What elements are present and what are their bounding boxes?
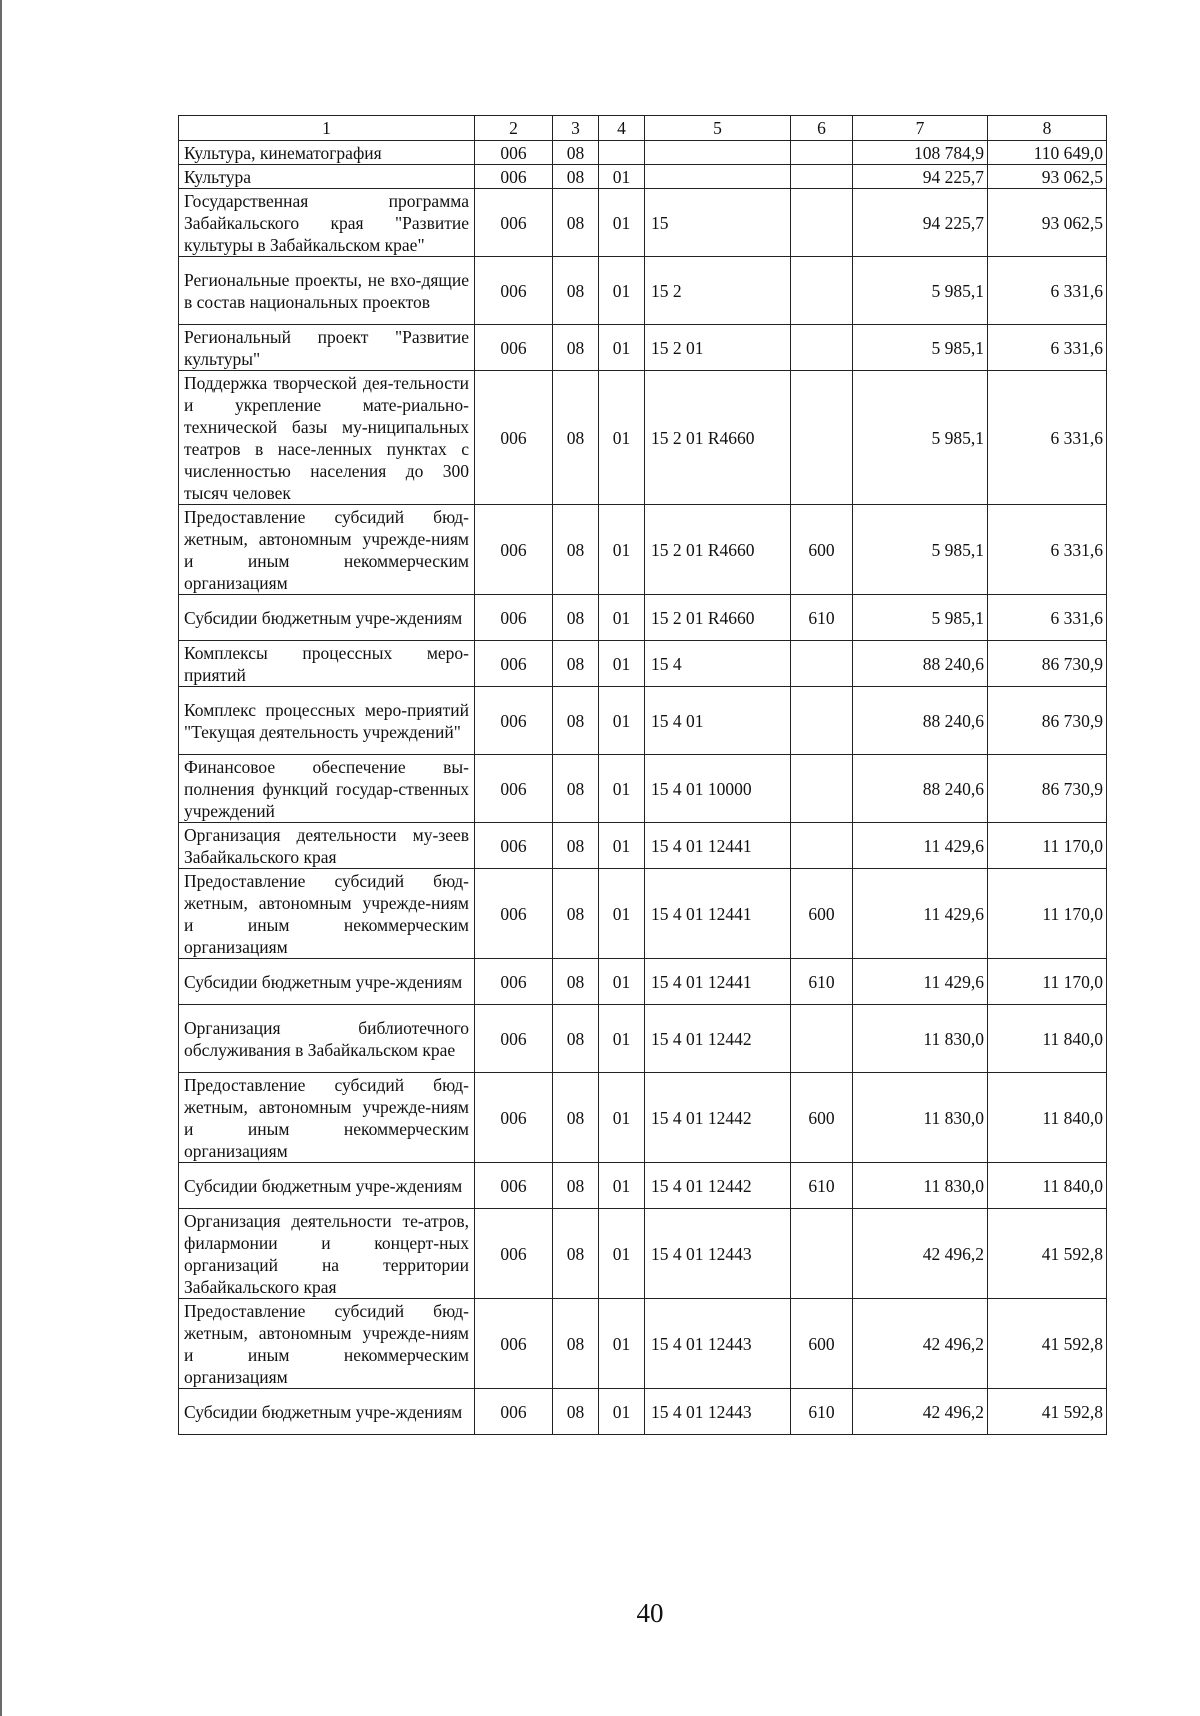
amount-year1-cell: 88 240,6 bbox=[853, 641, 988, 687]
section-cell: 08 bbox=[553, 687, 599, 755]
header-row bbox=[179, 116, 1107, 141]
amount-year2-cell: 11 840,0 bbox=[988, 1163, 1107, 1209]
amount-year1-cell: 5 985,1 bbox=[853, 595, 988, 641]
amount-year2-cell: 86 730,9 bbox=[988, 755, 1107, 823]
table-row bbox=[179, 1389, 1107, 1435]
item-name-cell: Региональный проект "Развитие культуры" bbox=[179, 325, 475, 371]
amount-year1-cell: 11 429,6 bbox=[853, 959, 988, 1005]
amount-year1-cell: 42 496,2 bbox=[853, 1209, 988, 1299]
budget-table bbox=[178, 115, 1107, 1435]
amount-year1-cell: 11 429,6 bbox=[853, 869, 988, 959]
expense-type-cell bbox=[791, 257, 853, 325]
page-number: 40 bbox=[636, 1598, 664, 1628]
expense-type-cell bbox=[791, 755, 853, 823]
target-article-cell bbox=[645, 141, 791, 165]
target-article-cell: 15 2 01 R4660 bbox=[645, 505, 791, 595]
ministry-code-cell: 006 bbox=[475, 505, 553, 595]
section-cell: 08 bbox=[553, 641, 599, 687]
target-article-cell: 15 4 01 12442 bbox=[645, 1005, 791, 1073]
subsection-cell: 01 bbox=[599, 505, 645, 595]
page-edge-line bbox=[0, 0, 2, 1716]
table-row bbox=[179, 755, 1107, 823]
section-cell: 08 bbox=[553, 141, 599, 165]
ministry-code-cell: 006 bbox=[475, 1299, 553, 1389]
table-row bbox=[179, 595, 1107, 641]
amount-year2-cell: 86 730,9 bbox=[988, 641, 1107, 687]
expense-type-cell: 610 bbox=[791, 595, 853, 641]
header-cell: 7 bbox=[853, 116, 988, 141]
item-name-cell: Организация библиотечного обслуживания в Забайкальском крае bbox=[179, 1005, 475, 1073]
item-name-cell: Региональные проекты, не вхо-дящие в состав национальных проектов bbox=[179, 257, 475, 325]
subsection-cell: 01 bbox=[599, 687, 645, 755]
expense-type-cell bbox=[791, 371, 853, 505]
subsection-cell: 01 bbox=[599, 1163, 645, 1209]
target-article-cell: 15 4 01 12443 bbox=[645, 1299, 791, 1389]
table-row bbox=[179, 687, 1107, 755]
ministry-code-cell: 006 bbox=[475, 959, 553, 1005]
ministry-code-cell: 006 bbox=[475, 869, 553, 959]
item-name-cell: Государственная программа Забайкальского края "Развитие культуры в Забайкальском крае" bbox=[179, 189, 475, 257]
expense-type-cell bbox=[791, 189, 853, 257]
amount-year2-cell: 93 062,5 bbox=[988, 165, 1107, 189]
header-cell: 1 bbox=[179, 116, 475, 141]
ministry-code-cell: 006 bbox=[475, 165, 553, 189]
target-article-cell: 15 4 01 10000 bbox=[645, 755, 791, 823]
item-name-cell: Организация деятельности те-атров, филармонии и концерт-ных организаций на территории Забайкальского края bbox=[179, 1209, 475, 1299]
ministry-code-cell: 006 bbox=[475, 1073, 553, 1163]
ministry-code-cell: 006 bbox=[475, 1209, 553, 1299]
expense-type-cell bbox=[791, 823, 853, 869]
amount-year1-cell: 108 784,9 bbox=[853, 141, 988, 165]
section-cell: 08 bbox=[553, 257, 599, 325]
subsection-cell: 01 bbox=[599, 641, 645, 687]
table-row bbox=[179, 371, 1107, 505]
ministry-code-cell: 006 bbox=[475, 1163, 553, 1209]
subsection-cell: 01 bbox=[599, 869, 645, 959]
target-article-cell: 15 4 bbox=[645, 641, 791, 687]
target-article-cell: 15 4 01 12442 bbox=[645, 1163, 791, 1209]
target-article-cell: 15 4 01 12441 bbox=[645, 823, 791, 869]
ministry-code-cell: 006 bbox=[475, 641, 553, 687]
header-cell: 6 bbox=[791, 116, 853, 141]
table-row bbox=[179, 1163, 1107, 1209]
section-cell: 08 bbox=[553, 755, 599, 823]
header-cell: 8 bbox=[988, 116, 1107, 141]
table-row bbox=[179, 641, 1107, 687]
target-article-cell: 15 4 01 12443 bbox=[645, 1209, 791, 1299]
amount-year2-cell: 11 840,0 bbox=[988, 1073, 1107, 1163]
ministry-code-cell: 006 bbox=[475, 325, 553, 371]
expense-type-cell: 600 bbox=[791, 1299, 853, 1389]
header-cell: 3 bbox=[553, 116, 599, 141]
item-name-cell: Поддержка творческой дея-тельности и укрепление мате-риально-технической базы му-ниципальных театров в насе-ленных пунктах с численностью населения до 300 тысяч человек bbox=[179, 371, 475, 505]
section-cell: 08 bbox=[553, 1005, 599, 1073]
item-name-cell: Субсидии бюджетным учре-ждениям bbox=[179, 1163, 475, 1209]
amount-year1-cell: 11 830,0 bbox=[853, 1005, 988, 1073]
section-cell: 08 bbox=[553, 505, 599, 595]
target-article-cell bbox=[645, 165, 791, 189]
subsection-cell: 01 bbox=[599, 325, 645, 371]
table-row bbox=[179, 869, 1107, 959]
target-article-cell: 15 2 01 bbox=[645, 325, 791, 371]
amount-year2-cell: 6 331,6 bbox=[988, 257, 1107, 325]
section-cell: 08 bbox=[553, 325, 599, 371]
expense-type-cell: 610 bbox=[791, 959, 853, 1005]
target-article-cell: 15 2 01 R4660 bbox=[645, 371, 791, 505]
item-name-cell: Культура bbox=[179, 165, 475, 189]
target-article-cell: 15 2 bbox=[645, 257, 791, 325]
amount-year1-cell: 88 240,6 bbox=[853, 687, 988, 755]
section-cell: 08 bbox=[553, 595, 599, 641]
ministry-code-cell: 006 bbox=[475, 371, 553, 505]
subsection-cell: 01 bbox=[599, 823, 645, 869]
ministry-code-cell: 006 bbox=[475, 595, 553, 641]
amount-year1-cell: 5 985,1 bbox=[853, 505, 988, 595]
amount-year2-cell: 110 649,0 bbox=[988, 141, 1107, 165]
item-name-cell: Предоставление субсидий бюд-жетным, автономным учрежде-ниям и иным некоммерческим организациям bbox=[179, 1299, 475, 1389]
expense-type-cell: 610 bbox=[791, 1389, 853, 1435]
target-article-cell: 15 4 01 12441 bbox=[645, 869, 791, 959]
amount-year2-cell: 86 730,9 bbox=[988, 687, 1107, 755]
expense-type-cell bbox=[791, 165, 853, 189]
expense-type-cell bbox=[791, 641, 853, 687]
item-name-cell: Комплексы процессных меро-приятий bbox=[179, 641, 475, 687]
amount-year2-cell: 41 592,8 bbox=[988, 1389, 1107, 1435]
section-cell: 08 bbox=[553, 1389, 599, 1435]
amount-year1-cell: 88 240,6 bbox=[853, 755, 988, 823]
section-cell: 08 bbox=[553, 869, 599, 959]
subsection-cell: 01 bbox=[599, 1299, 645, 1389]
amount-year1-cell: 42 496,2 bbox=[853, 1389, 988, 1435]
table-row bbox=[179, 1209, 1107, 1299]
table-row bbox=[179, 257, 1107, 325]
subsection-cell: 01 bbox=[599, 1073, 645, 1163]
section-cell: 08 bbox=[553, 165, 599, 189]
amount-year2-cell: 11 170,0 bbox=[988, 959, 1107, 1005]
section-cell: 08 bbox=[553, 1163, 599, 1209]
section-cell: 08 bbox=[553, 1209, 599, 1299]
amount-year1-cell: 5 985,1 bbox=[853, 257, 988, 325]
amount-year2-cell: 11 170,0 bbox=[988, 869, 1107, 959]
item-name-cell: Предоставление субсидий бюд-жетным, автономным учрежде-ниям и иным некоммерческим организациям bbox=[179, 1073, 475, 1163]
item-name-cell: Предоставление субсидий бюд-жетным, автономным учрежде-ниям и иным некоммерческим организациям bbox=[179, 505, 475, 595]
expense-type-cell bbox=[791, 687, 853, 755]
item-name-cell: Финансовое обеспечение вы-полнения функций государ-ственных учреждений bbox=[179, 755, 475, 823]
amount-year2-cell: 41 592,8 bbox=[988, 1299, 1107, 1389]
amount-year1-cell: 94 225,7 bbox=[853, 189, 988, 257]
header-cell: 2 bbox=[475, 116, 553, 141]
table-row bbox=[179, 1299, 1107, 1389]
section-cell: 08 bbox=[553, 823, 599, 869]
ministry-code-cell: 006 bbox=[475, 1005, 553, 1073]
subsection-cell: 01 bbox=[599, 595, 645, 641]
item-name-cell: Субсидии бюджетным учре-ждениям bbox=[179, 959, 475, 1005]
header-cell: 4 bbox=[599, 116, 645, 141]
amount-year1-cell: 11 830,0 bbox=[853, 1163, 988, 1209]
subsection-cell: 01 bbox=[599, 1209, 645, 1299]
target-article-cell: 15 bbox=[645, 189, 791, 257]
amount-year2-cell: 11 840,0 bbox=[988, 1005, 1107, 1073]
item-name-cell: Культура, кинематография bbox=[179, 141, 475, 165]
amount-year2-cell: 93 062,5 bbox=[988, 189, 1107, 257]
table-row bbox=[179, 141, 1107, 165]
expense-type-cell bbox=[791, 325, 853, 371]
subsection-cell: 01 bbox=[599, 1005, 645, 1073]
amount-year1-cell: 5 985,1 bbox=[853, 325, 988, 371]
ministry-code-cell: 006 bbox=[475, 755, 553, 823]
section-cell: 08 bbox=[553, 1299, 599, 1389]
ministry-code-cell: 006 bbox=[475, 189, 553, 257]
amount-year2-cell: 11 170,0 bbox=[988, 823, 1107, 869]
expense-type-cell: 600 bbox=[791, 869, 853, 959]
amount-year2-cell: 6 331,6 bbox=[988, 371, 1107, 505]
ministry-code-cell: 006 bbox=[475, 1389, 553, 1435]
table-row bbox=[179, 165, 1107, 189]
amount-year1-cell: 5 985,1 bbox=[853, 371, 988, 505]
amount-year1-cell: 94 225,7 bbox=[853, 165, 988, 189]
subsection-cell bbox=[599, 141, 645, 165]
subsection-cell: 01 bbox=[599, 755, 645, 823]
table-row bbox=[179, 1005, 1107, 1073]
subsection-cell: 01 bbox=[599, 1389, 645, 1435]
amount-year1-cell: 11 830,0 bbox=[853, 1073, 988, 1163]
ministry-code-cell: 006 bbox=[475, 141, 553, 165]
table-row bbox=[179, 823, 1107, 869]
item-name-cell: Предоставление субсидий бюд-жетным, автономным учрежде-ниям и иным некоммерческим организациям bbox=[179, 869, 475, 959]
expense-type-cell bbox=[791, 1005, 853, 1073]
table-row bbox=[179, 505, 1107, 595]
amount-year2-cell: 41 592,8 bbox=[988, 1209, 1107, 1299]
target-article-cell: 15 4 01 12441 bbox=[645, 959, 791, 1005]
target-article-cell: 15 4 01 12443 bbox=[645, 1389, 791, 1435]
target-article-cell: 15 4 01 12442 bbox=[645, 1073, 791, 1163]
item-name-cell: Комплекс процессных меро-приятий "Текущая деятельность учреждений" bbox=[179, 687, 475, 755]
expense-type-cell bbox=[791, 141, 853, 165]
item-name-cell: Субсидии бюджетным учре-ждениям bbox=[179, 1389, 475, 1435]
ministry-code-cell: 006 bbox=[475, 257, 553, 325]
header-cell: 5 bbox=[645, 116, 791, 141]
amount-year2-cell: 6 331,6 bbox=[988, 595, 1107, 641]
subsection-cell: 01 bbox=[599, 165, 645, 189]
expense-type-cell bbox=[791, 1209, 853, 1299]
subsection-cell: 01 bbox=[599, 257, 645, 325]
target-article-cell: 15 4 01 bbox=[645, 687, 791, 755]
table-row bbox=[179, 189, 1107, 257]
table-body bbox=[179, 141, 1107, 1435]
section-cell: 08 bbox=[553, 371, 599, 505]
expense-type-cell: 600 bbox=[791, 1073, 853, 1163]
expense-type-cell: 600 bbox=[791, 505, 853, 595]
section-cell: 08 bbox=[553, 1073, 599, 1163]
section-cell: 08 bbox=[553, 959, 599, 1005]
table-header bbox=[179, 116, 1107, 141]
ministry-code-cell: 006 bbox=[475, 823, 553, 869]
subsection-cell: 01 bbox=[599, 959, 645, 1005]
subsection-cell: 01 bbox=[599, 189, 645, 257]
subsection-cell: 01 bbox=[599, 371, 645, 505]
table-row bbox=[179, 1073, 1107, 1163]
target-article-cell: 15 2 01 R4660 bbox=[645, 595, 791, 641]
item-name-cell: Субсидии бюджетным учре-ждениям bbox=[179, 595, 475, 641]
section-cell: 08 bbox=[553, 189, 599, 257]
table-row bbox=[179, 959, 1107, 1005]
amount-year2-cell: 6 331,6 bbox=[988, 325, 1107, 371]
expense-type-cell: 610 bbox=[791, 1163, 853, 1209]
item-name-cell: Организация деятельности му-зеев Забайкальского края bbox=[179, 823, 475, 869]
amount-year1-cell: 42 496,2 bbox=[853, 1299, 988, 1389]
table-row bbox=[179, 325, 1107, 371]
amount-year2-cell: 6 331,6 bbox=[988, 505, 1107, 595]
ministry-code-cell: 006 bbox=[475, 687, 553, 755]
amount-year1-cell: 11 429,6 bbox=[853, 823, 988, 869]
